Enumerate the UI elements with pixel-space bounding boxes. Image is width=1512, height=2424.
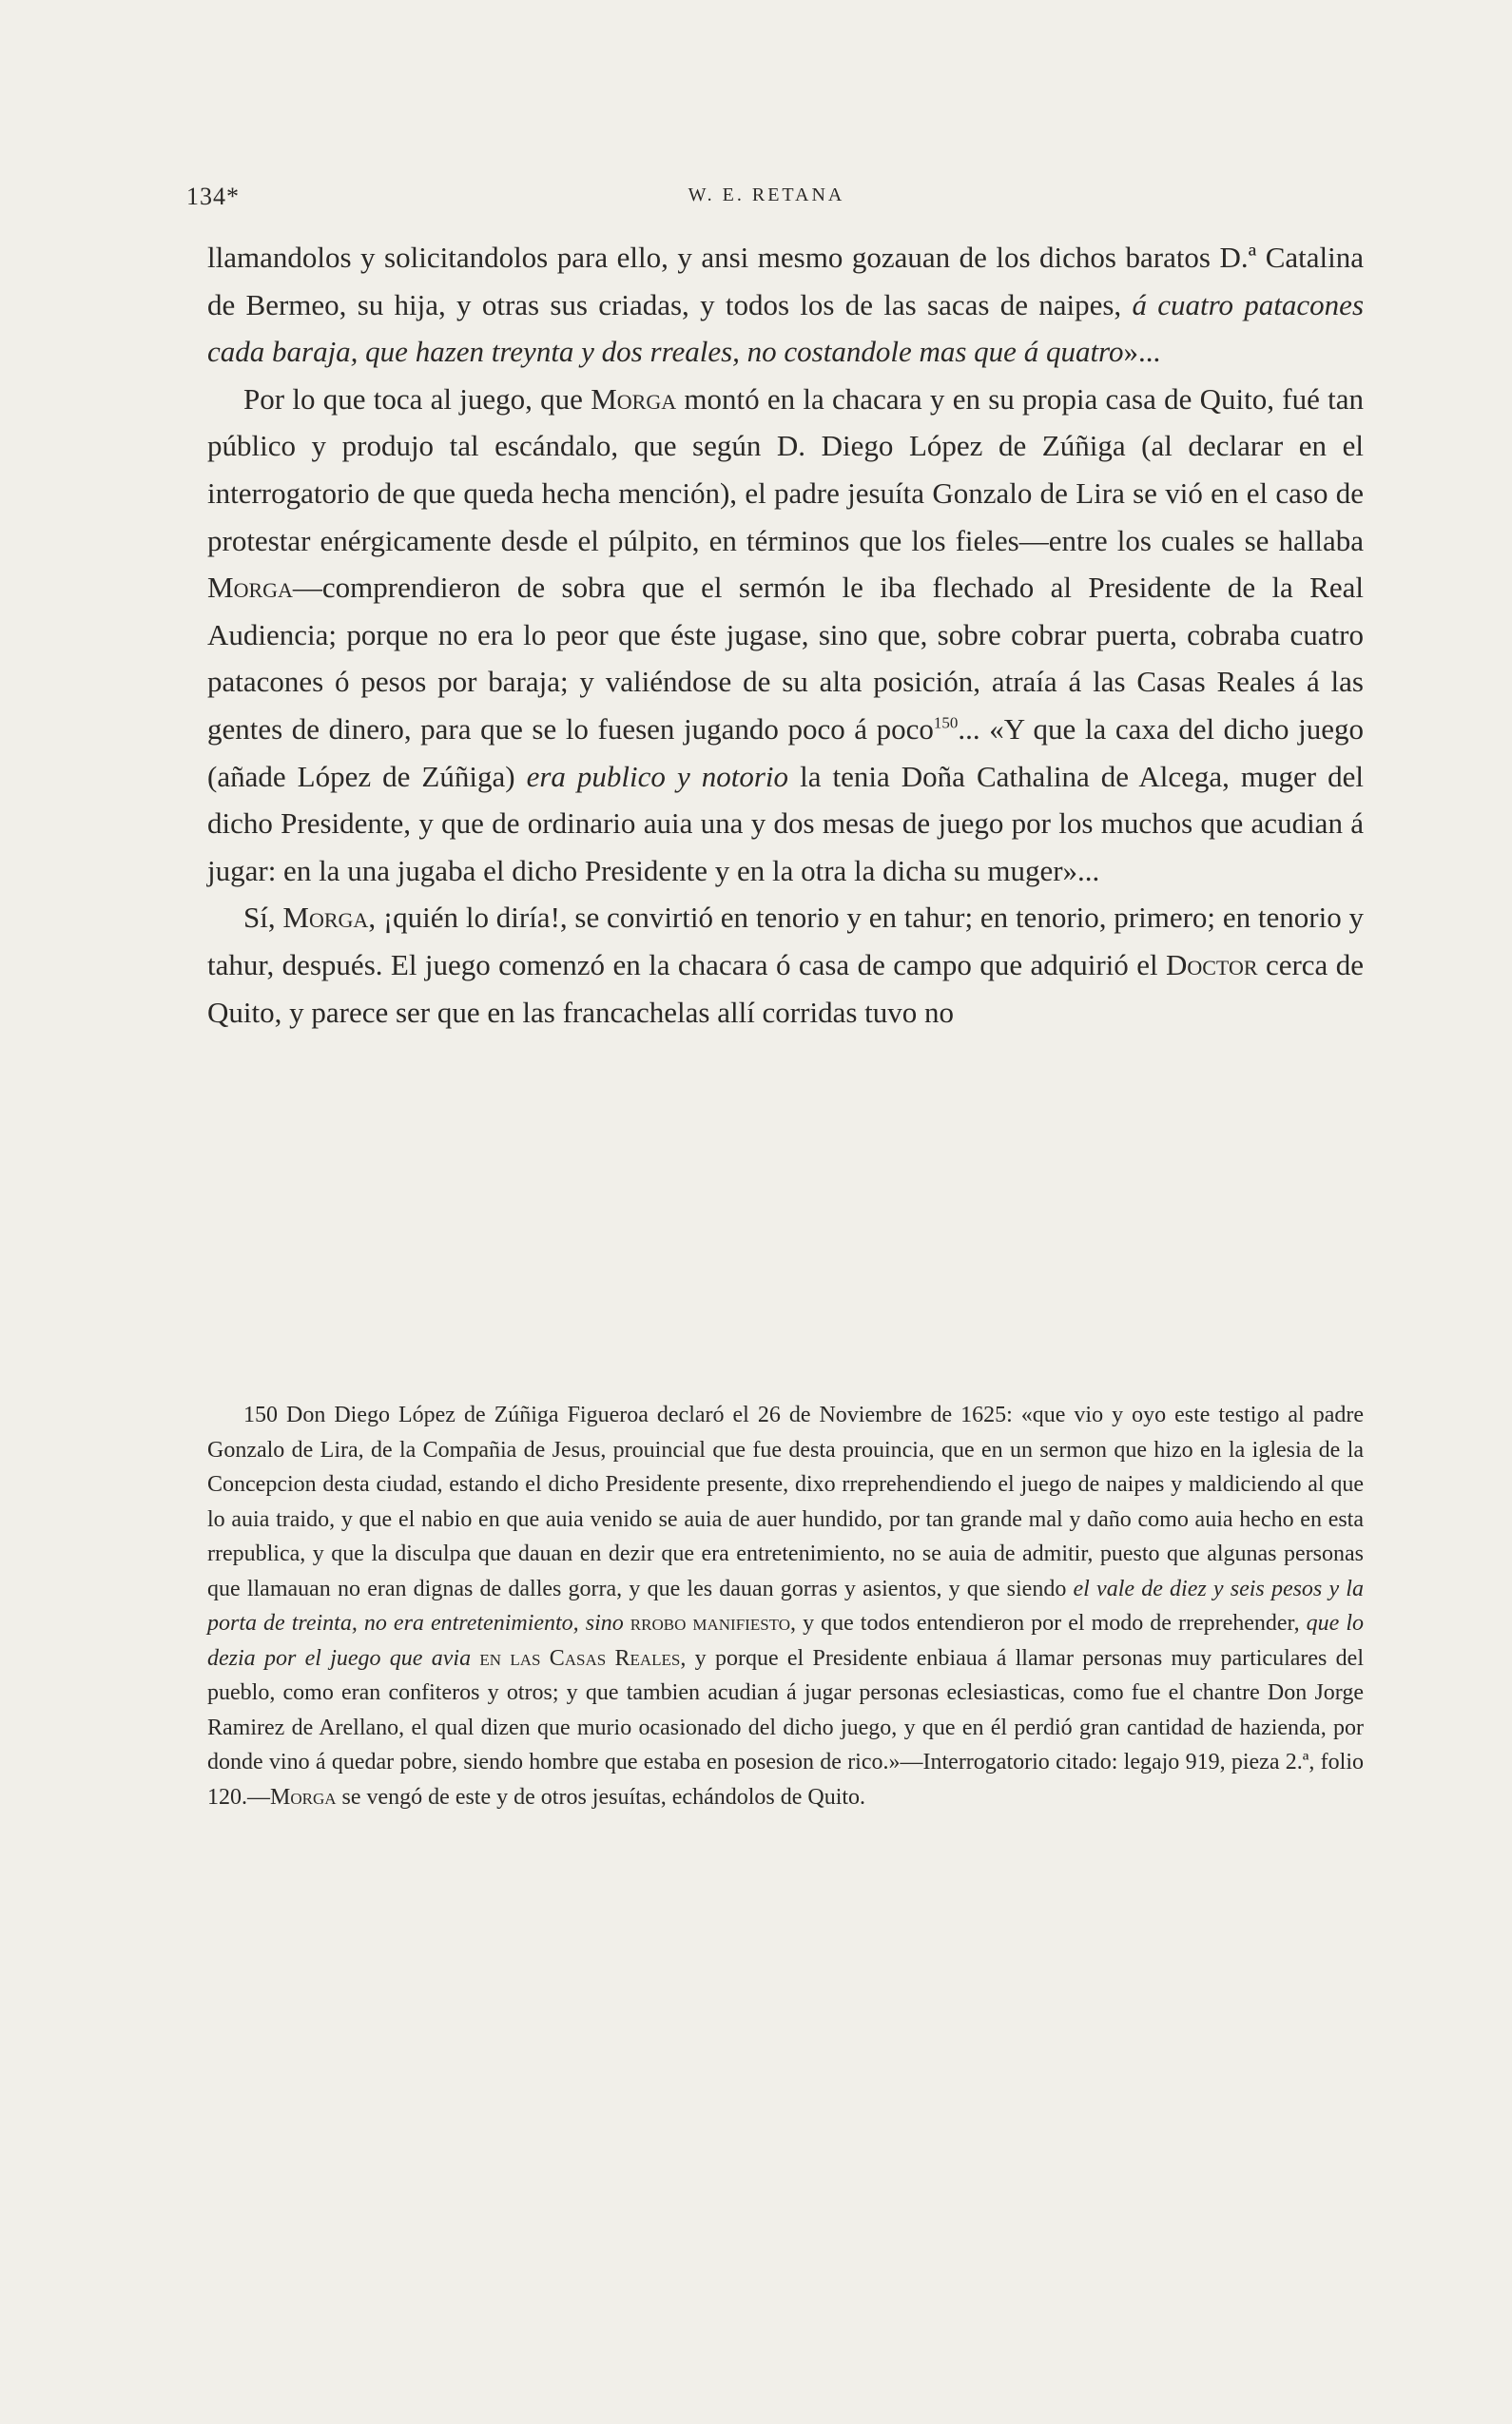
p2-morga-1: Morga: [591, 381, 677, 416]
fn-italic-f: que lo dezia por el juego que avia: [207, 1611, 1364, 1671]
page-header: [186, 183, 1347, 221]
p2-text-a: Por lo que toca al juego, que: [243, 381, 591, 416]
p3-text-c: cerca de Quito, y parece ser que en las francachelas allí corridas tuvo no: [207, 947, 1364, 1029]
fn-morga: Morga: [270, 1784, 337, 1810]
p1-italic: á cuatro patacones cada baraja, que hazen treynta y dos rreales, no costandole mas que á quatro: [207, 287, 1365, 369]
footnote-150: [207, 1398, 1364, 1814]
p1-end: »...: [1123, 335, 1161, 369]
p2-italic: era publico y notorio: [526, 759, 789, 793]
p3-morga: Morga: [282, 901, 369, 935]
fn-text-e: , y que todos entendieron por el modo de rreprehender,: [790, 1611, 1307, 1636]
p3-text-b: , ¡quién lo diría!, se convirtió en tenorio y en tahur; en tenorio, primero; en tenorio y tahur, después. El juego comenzó en la chacara ó casa de campo que adquirió el: [207, 901, 1364, 981]
p1-text: llamandolos y solicitandolos para ello, y ansi mesmo gozauan de los dichos baratos D.ª Catalina de Bermeo, su hija, y otras sus criadas, y todos los de las sacas de naipes,: [207, 241, 1364, 321]
footnote-reference: 150: [933, 713, 959, 732]
fn-smallcaps-d: rrobo manifiesto: [630, 1611, 791, 1636]
paragraph-2: [207, 376, 1364, 895]
p3-text-a: Sí,: [243, 901, 283, 935]
running-head: W. E. RETANA: [688, 184, 845, 205]
fn-space-c: [624, 1611, 630, 1636]
fn-space-g: [471, 1646, 479, 1671]
p2-text-c: —comprendieron de sobra que el sermón le iba flechado al Presidente de la Real Audiencia; porque no era lo peor que éste jugase, sino que, sobre cobrar puerta, cobraba cuatro patacones ó pesos por baraja; y valiéndose de su alta posición, atraía á las Casas Reales á las gentes de dinero, para que se lo fuesen jugando poco á poco: [207, 571, 1364, 746]
paragraph-1: [207, 234, 1364, 376]
paragraph-3: [207, 894, 1364, 1036]
page-number: 134*: [186, 183, 240, 210]
fn-text-a: Don Diego López de Zúñiga Figueroa declaró el 26 de Noviembre de 1625: «que vio y oyo este testigo al padre Gonzalo de Lira, de la Compañia de Jesus, prouincial que fue desta prouincia, que en un sermon que hizo en la iglesia de la Concepcion desta ciudad, estando el dicho Presidente presente, dixo rreprehendiendo el juego de naipes y maldiciendo al que lo auia traido, y que el nabio en que auia venido se auia de auer hundido, por tan grande mal y daño como auia hecho en esta rrepublica, y que la disculpa que dauan en dezir que era entretenimiento, no se auia de admitir, puesto que algunas personas que llamauan no eran dignas de dalles gorra, y que les dauan gorras y asientos, y que siendo: [207, 1403, 1364, 1601]
footnote-number: 150: [243, 1403, 278, 1427]
p3-doctor: Doctor: [1165, 947, 1258, 981]
fn-italic-b: el vale de diez y seis pesos y la porta de treinta, no era entretenimiento, sino: [207, 1576, 1364, 1636]
p2-text-d: ... «Y que la caxa del dicho juego (añade López de Zúñiga): [207, 711, 1364, 793]
p2-morga-2: Morga: [207, 571, 293, 605]
p2-text-b: montó en la chacara y en su propia casa de Quito, fué tan público y produjo tal escándalo, que según D. Diego López de Zúñiga (al declarar en el interrogatorio de que queda hecha mención), el padre jesuíta Gonzalo de Lira se vió en el caso de protestar enérgicamente desde el púlpito, en términos que los fieles—entre los cuales se hallaba: [207, 381, 1364, 557]
fn-smallcaps-h: en las Casas Reales: [479, 1645, 681, 1671]
p2-text-f: la tenia Doña Cathalina de Alcega, muger del dicho Presidente, y que de ordinario auia una y dos mesas de juego por los muchos que acudian á jugar: en la una jugaba el dicho Presidente y en la otra la dicha su muger»...: [207, 759, 1365, 887]
fn-text-i: , y porque el Presidente enbiaua á llamar personas muy particulares del pueblo, como eran confiteros y otros; y que tambien acudian á jugar personas eclesiasticas, como fue el chantre Don Jorge Ramirez de Arellano, el qual dizen que murio ocasionado del dicho juego, y que en él perdió gran cantidad de hazienda, por donde vino á quedar pobre, siendo hombre que estaba en posesion de rico.»—Interrogatorio citado: legajo 919, pieza 2.ª, folio 120.—: [207, 1645, 1365, 1810]
body-text: [207, 234, 1364, 1036]
fn-text-j: se vengó de este y de otros jesuítas, echándolos de Quito.: [336, 1784, 866, 1810]
